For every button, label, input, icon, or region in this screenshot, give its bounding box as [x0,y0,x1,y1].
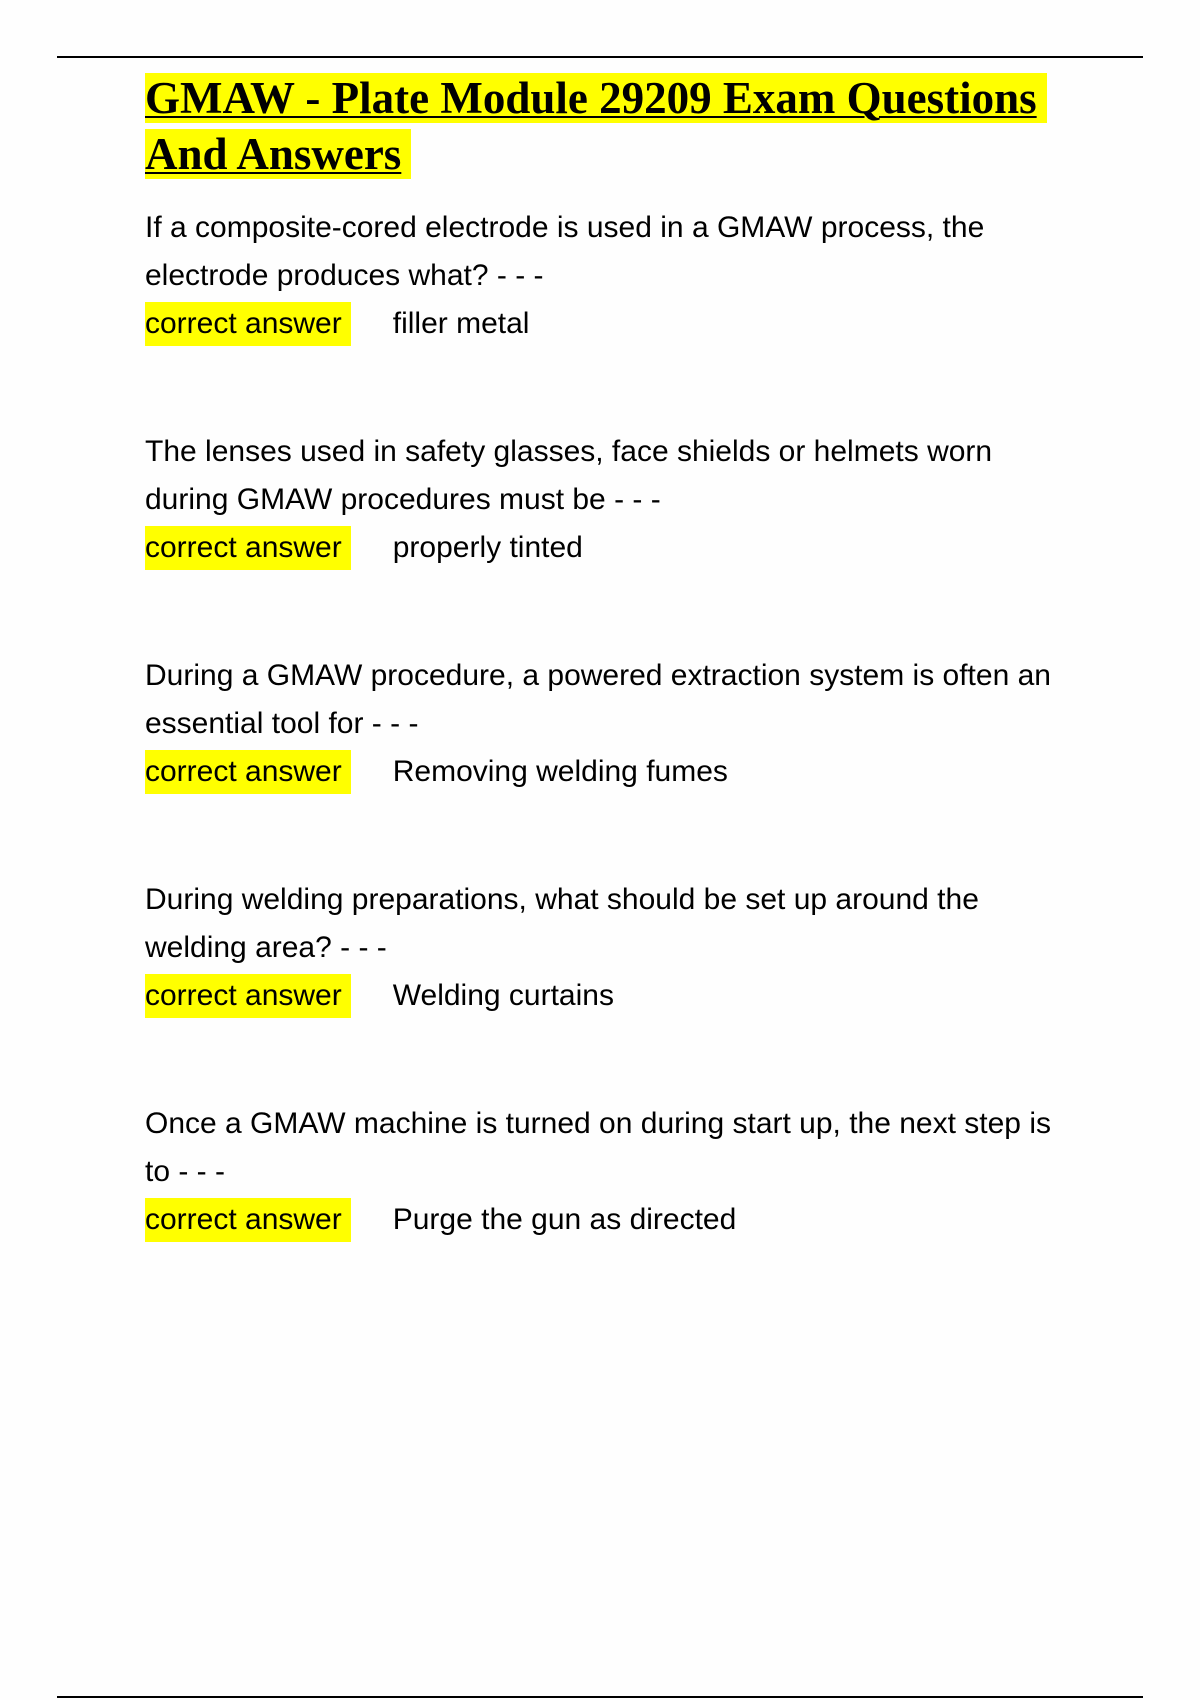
answer-text: filler metal [392,307,530,340]
answer-label: correct answer [145,750,351,794]
answer-text: Purge the gun as directed [392,1203,737,1236]
qa-item [145,1100,1075,1324]
document-title-text: GMAW - Plate Module 29209 Exam Questions And Answers [145,73,1047,179]
qa-item [145,876,1075,1100]
qa-list [145,204,1075,1324]
qa-item [145,428,1075,652]
document-title [145,70,1075,182]
answer-row [145,524,1075,572]
question-text: If a composite-cored electrode is used in a GMAW process, the electrode produces what? - - - [145,211,985,292]
answer-row [145,748,1075,796]
footer-rule [57,1696,1143,1698]
document-content [145,70,1075,1324]
answer-row [145,1196,1075,1244]
answer-label: correct answer [145,1198,351,1242]
answer-text: Welding curtains [392,979,614,1012]
header-rule [57,56,1143,58]
qa-item [145,652,1075,876]
question-text: Once a GMAW machine is turned on during start up, the next step is to - - - [145,1107,1051,1188]
answer-row [145,972,1075,1020]
question-text: The lenses used in safety glasses, face shields or helmets worn during GMAW procedures must be - - - [145,435,993,516]
answer-text: properly tinted [392,531,583,564]
answer-row [145,300,1075,348]
qa-item [145,204,1075,428]
question-text: During a GMAW procedure, a powered extraction system is often an essential tool for - - - [145,659,1051,740]
answer-label: correct answer [145,302,351,346]
question-text: During welding preparations, what should be set up around the welding area? - - - [145,883,979,964]
answer-label: correct answer [145,974,351,1018]
answer-text: Removing welding fumes [392,755,728,788]
answer-label: correct answer [145,526,351,570]
